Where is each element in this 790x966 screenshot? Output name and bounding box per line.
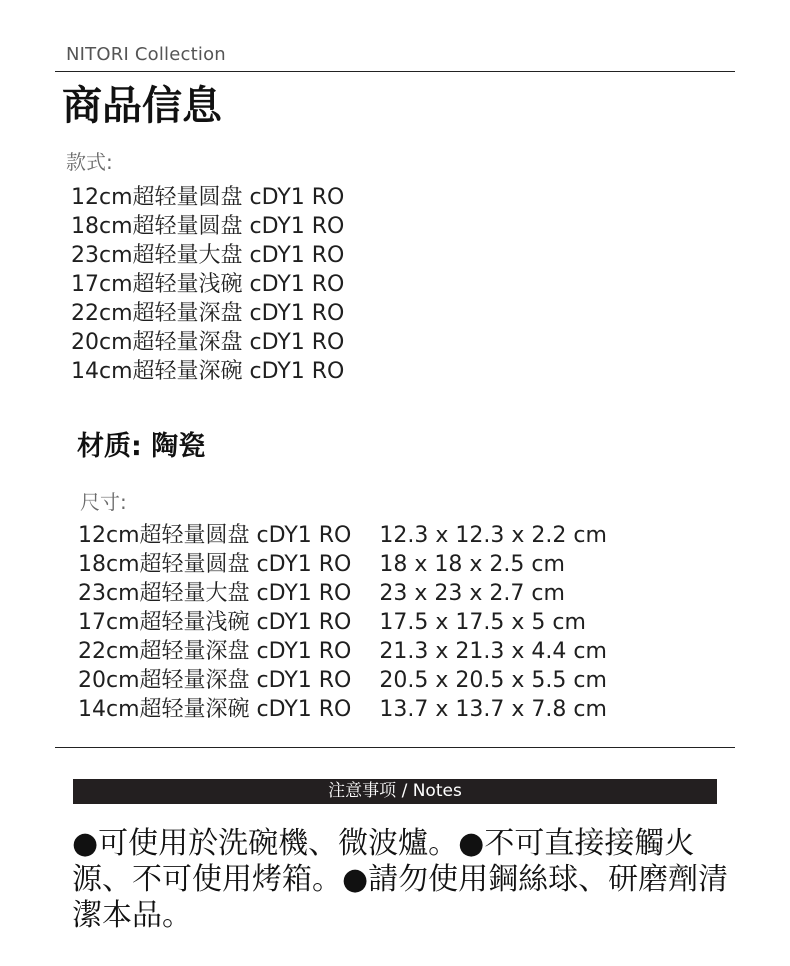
material-info: 材质: 陶瓷 [77,431,206,462]
page-title: 商品信息 [62,83,222,129]
size-item-name: 14cm超轻量深碗 cDY1 RO [78,697,352,722]
style-item: 23cm超轻量大盘 cDY1 RO [71,243,345,268]
style-item: 14cm超轻量深碗 cDY1 RO [71,359,345,384]
size-item-dims: 12.3 x 12.3 x 2.2 cm [379,523,607,548]
table-row [78,608,607,637]
size-item-dims: 20.5 x 20.5 x 5.5 cm [379,668,607,693]
size-table [78,521,607,724]
size-item-name: 20cm超轻量深盘 cDY1 RO [78,668,352,693]
style-item: 12cm超轻量圆盘 cDY1 RO [71,185,345,210]
table-row [78,550,607,579]
size-item-dims: 13.7 x 13.7 x 7.8 cm [379,697,607,722]
table-row [78,637,607,666]
table-row [78,579,607,608]
size-item-dims: 21.3 x 21.3 x 4.4 cm [379,639,607,664]
section-divider [55,747,735,748]
size-item-name: 22cm超轻量深盘 cDY1 RO [78,639,352,664]
table-row [78,666,607,695]
style-item: 18cm超轻量圆盘 cDY1 RO [71,214,345,239]
size-item-dims: 23 x 23 x 2.7 cm [379,581,565,606]
style-item: 17cm超轻量浅碗 cDY1 RO [71,272,345,297]
size-item-dims: 18 x 18 x 2.5 cm [379,552,565,577]
style-item: 22cm超轻量深盘 cDY1 RO [71,301,345,326]
size-item-name: 18cm超轻量圆盘 cDY1 RO [78,552,352,577]
size-item-name: 12cm超轻量圆盘 cDY1 RO [78,523,352,548]
style-label: 款式: [66,150,113,174]
size-item-name: 17cm超轻量浅碗 cDY1 RO [78,610,352,635]
style-item: 20cm超轻量深盘 cDY1 RO [71,330,345,355]
size-item-dims: 17.5 x 17.5 x 5 cm [379,610,586,635]
style-list [71,183,344,386]
size-label: 尺寸: [80,490,127,514]
notes-heading: 注意事项 / Notes [73,779,717,804]
brand-name: NITORI Collection [66,44,226,65]
table-row [78,695,607,724]
size-item-name: 23cm超轻量大盘 cDY1 RO [78,581,352,606]
table-row [78,521,607,550]
notes-text: ●可使用於洗碗機、微波爐。●不可直接接觸火源、不可使用烤箱。●請勿使用鋼絲球、研磨劑清潔本品。 [72,826,729,933]
top-divider [55,71,735,72]
